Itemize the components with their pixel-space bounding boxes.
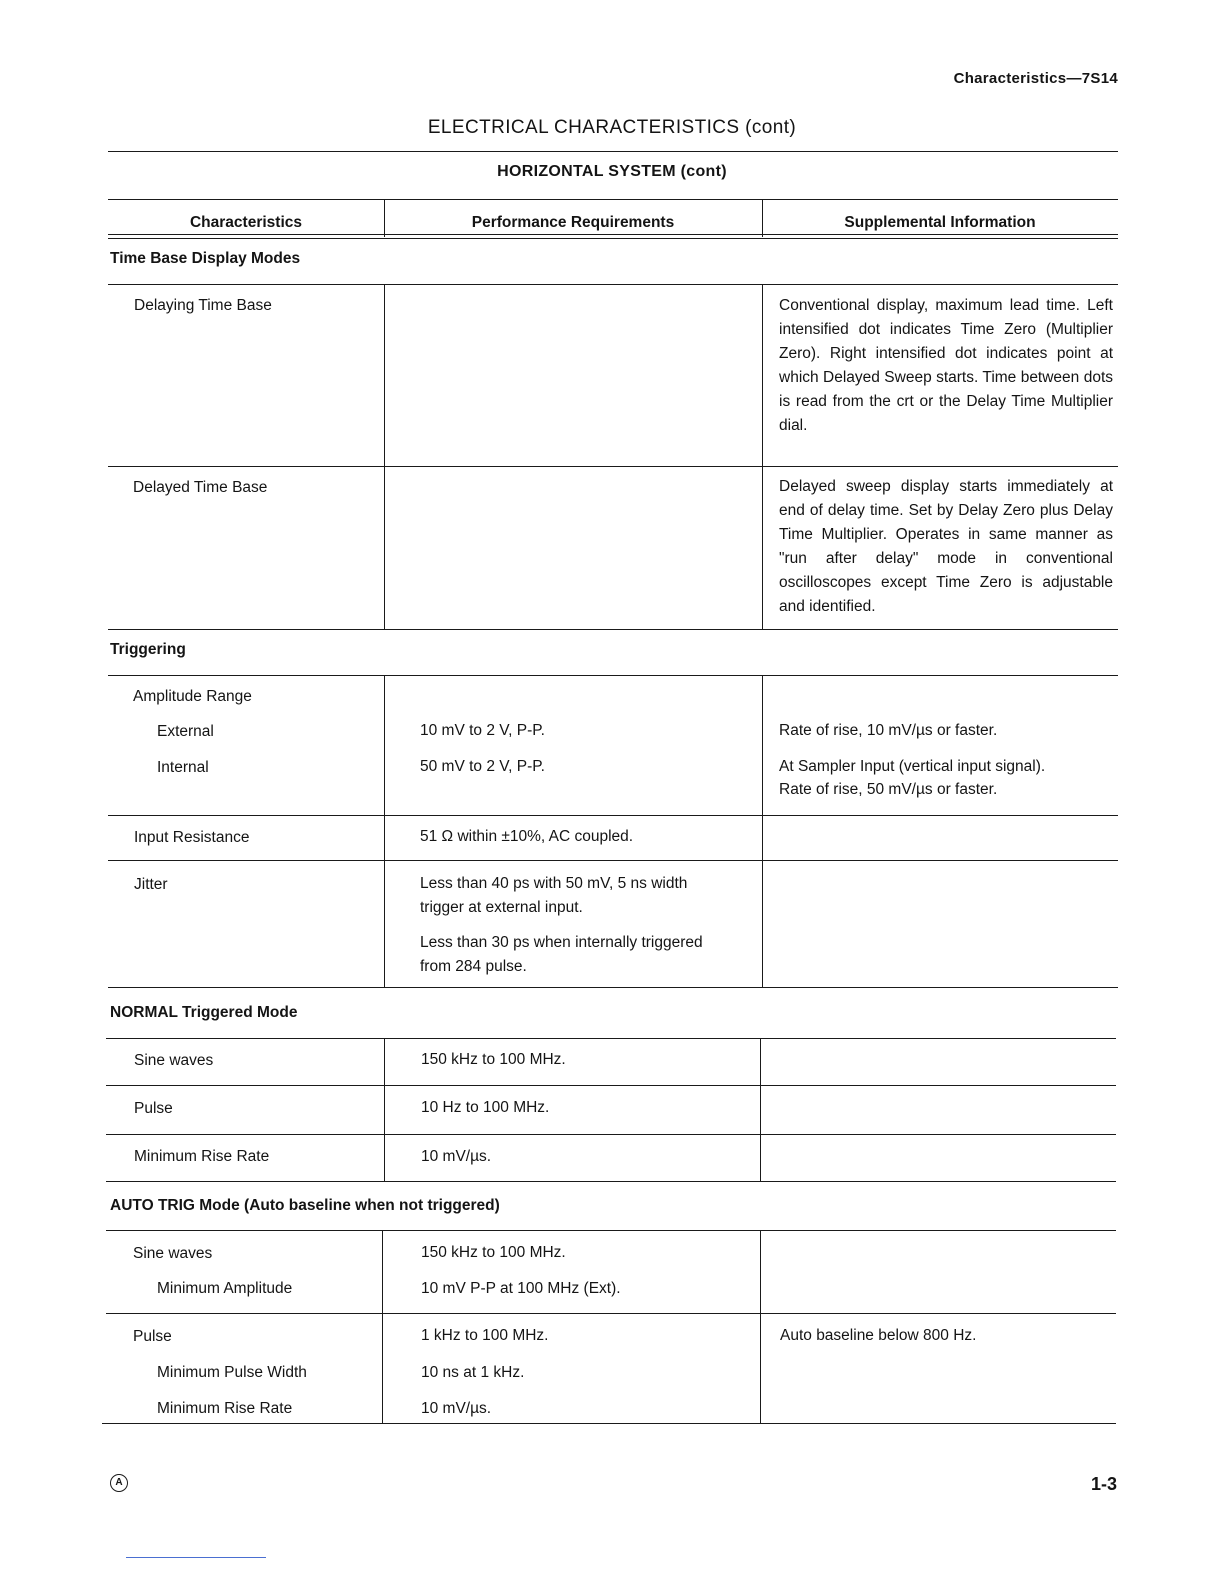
row-label-delayed-time-base: Delayed Time Base — [133, 479, 268, 496]
supplemental-delaying-time-base: Conventional display, maximum lead time. Left intensified dot indicates Time Zero (Multiplier Zero). Right intensified dot indicates point at which Delayed Sweep starts. Time between dots is read from the crt or the Delay Time Multiplier dial. — [779, 297, 1113, 434]
row-label-amplitude-range: Amplitude Range — [133, 688, 252, 705]
group-heading-auto-mode: AUTO TRIG Mode (Auto baseline when not triggered) — [110, 1197, 500, 1214]
row-label-external: External — [157, 723, 214, 740]
rule — [102, 1423, 1116, 1424]
performance-auto-minimum-pulse-width: 10 ns at 1 kHz. — [421, 1364, 525, 1381]
column-divider — [760, 1038, 761, 1182]
rule — [108, 199, 1118, 200]
performance-normal-pulse: 10 Hz to 100 MHz. — [421, 1099, 550, 1116]
rule — [106, 1181, 1116, 1182]
rule — [108, 629, 1118, 630]
row-label-internal: Internal — [157, 759, 209, 776]
publisher-mark-icon: A — [110, 1474, 128, 1492]
rule — [108, 238, 1118, 239]
row-label-jitter: Jitter — [134, 876, 168, 893]
row-label-normal-pulse: Pulse — [134, 1100, 173, 1117]
section-subhead: HORIZONTAL SYSTEM (cont) — [497, 163, 727, 180]
column-divider — [384, 675, 385, 987]
row-label-auto-minimum-amplitude: Minimum Amplitude — [157, 1280, 293, 1297]
rule — [106, 1313, 1116, 1314]
row-label-delaying-time-base: Delaying Time Base — [134, 297, 272, 314]
row-label-auto-sine-waves: Sine waves — [133, 1245, 213, 1262]
performance-normal-minimum-rise-rate: 10 mV/µs. — [421, 1148, 492, 1165]
column-divider — [384, 1038, 385, 1182]
row-label-auto-minimum-rise-rate: Minimum Rise Rate — [157, 1400, 293, 1417]
row-label-auto-pulse: Pulse — [133, 1328, 172, 1345]
rule — [108, 860, 1118, 861]
rule — [106, 1230, 1116, 1231]
column-header-supplemental: Supplemental Information — [844, 214, 1036, 231]
performance-jitter-line-4: from 284 pulse. — [420, 958, 527, 975]
group-heading-normal-mode: NORMAL Triggered Mode — [110, 1004, 298, 1021]
supplemental-auto-pulse: Auto baseline below 800 Hz. — [780, 1327, 977, 1344]
rule — [108, 675, 1118, 676]
column-divider — [382, 1230, 383, 1424]
page-number: 1-3 — [1090, 1474, 1117, 1494]
rule — [108, 466, 1118, 467]
running-head: Characteristics—7S14 — [953, 70, 1118, 87]
performance-normal-sine-waves: 150 kHz to 100 MHz. — [421, 1051, 566, 1068]
column-divider — [384, 284, 385, 630]
performance-internal: 50 mV to 2 V, P-P. — [420, 758, 545, 775]
column-divider — [760, 1230, 761, 1424]
group-heading-triggering: Triggering — [110, 641, 186, 658]
rule — [106, 1085, 1116, 1086]
rule — [108, 151, 1118, 152]
row-label-normal-minimum-rise-rate: Minimum Rise Rate — [134, 1148, 270, 1165]
rule — [108, 987, 1118, 988]
performance-jitter-line-2: trigger at external input. — [420, 899, 583, 916]
performance-jitter-line-3: Less than 30 ps when internally triggered — [420, 934, 703, 951]
row-label-auto-minimum-pulse-width: Minimum Pulse Width — [157, 1364, 307, 1381]
column-header-performance: Performance Requirements — [471, 214, 675, 231]
row-label-input-resistance: Input Resistance — [134, 829, 250, 846]
rule — [106, 1134, 1116, 1135]
footer-underline — [126, 1557, 266, 1558]
supplemental-delayed-time-base: Delayed sweep display starts immediately at end of delay time. Set by Delay Zero plus Delay Time Multiplier. Operates in same manner as "run after delay" mode in conventional oscilloscopes except Time Zero is adjustable and identified. — [779, 478, 1113, 615]
performance-auto-pulse: 1 kHz to 100 MHz. — [421, 1327, 549, 1344]
group-heading-time-base: Time Base Display Modes — [110, 250, 301, 267]
column-header-characteristics: Characteristics — [189, 214, 302, 231]
column-divider — [762, 284, 763, 630]
supplemental-internal-line-1: At Sampler Input (vertical input signal). — [779, 758, 1046, 775]
rule — [108, 234, 1118, 235]
supplemental-internal-line-2: Rate of rise, 50 mV/µs or faster. — [779, 781, 998, 798]
supplemental-external: Rate of rise, 10 mV/µs or faster. — [779, 722, 998, 739]
performance-auto-sine-waves: 150 kHz to 100 MHz. — [421, 1244, 566, 1261]
rule — [106, 1038, 1116, 1039]
performance-auto-minimum-rise-rate: 10 mV/µs. — [421, 1400, 492, 1417]
performance-jitter-line-1: Less than 40 ps with 50 mV, 5 ns width — [420, 875, 688, 892]
performance-auto-minimum-amplitude: 10 mV P-P at 100 MHz (Ext). — [421, 1280, 621, 1297]
performance-external: 10 mV to 2 V, P-P. — [420, 722, 545, 739]
performance-input-resistance: 51 Ω within ±10%, AC coupled. — [420, 828, 634, 845]
column-divider — [762, 675, 763, 987]
page-title: ELECTRICAL CHARACTERISTICS (cont) — [427, 117, 797, 138]
rule — [108, 815, 1118, 816]
rule — [108, 284, 1118, 285]
row-label-normal-sine-waves: Sine waves — [134, 1052, 214, 1069]
